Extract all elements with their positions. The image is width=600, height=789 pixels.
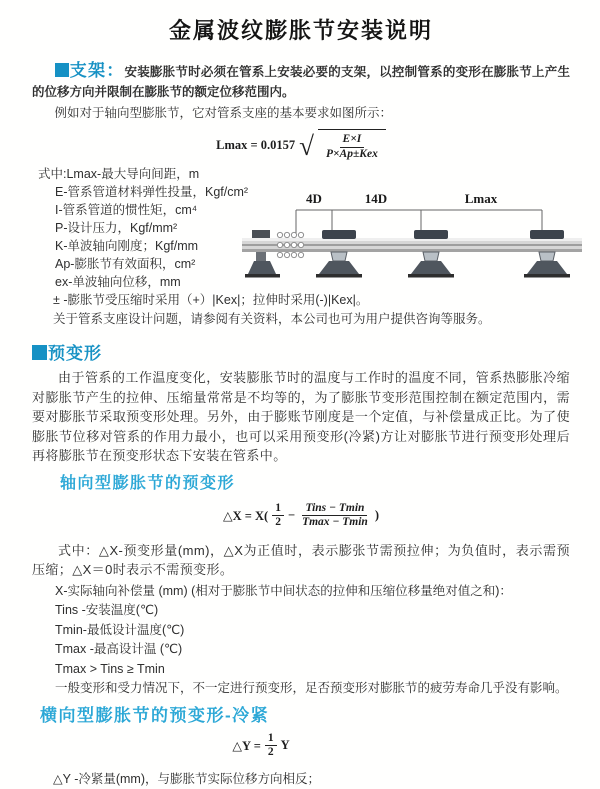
consult-note: 关于管系支座设计问题，请参阅有关资料，本公司也可为用户提供咨询等服务。 (53, 312, 491, 326)
coldtight-note: △Y -冷紧量(mm)，与膨胀节实际位移方向相反； (53, 771, 321, 786)
guide-support (524, 230, 570, 278)
lateral-predeform-formula (0, 730, 530, 762)
plusminus-note: ± -膨胀节受压缩时采用（+）|Kex|；拉伸时采用(-)|Kex|。 (53, 293, 369, 307)
predeform-paragraph: 由于管系的工作温度变化，安装膨胀节时的温度与工作时的温度不同，管系热膨胀冷缩对膨胀节产生的拉伸、压缩量常常是不均等的，为了膨胀节变形范围控制在额定范围内，需要对膨胀节采取预变形处理。另外，由于膨账节刚度是一个定值，与补偿量成正比。为了使膨胀节位移对管系的作用力最小，也可以采用预变形(冷紧)方让对膨胀节进行预变形处理后再将膨胀节在预变形状态下安装在管系中。 (32, 370, 570, 463)
definition-line: Tins -安装温度(℃) (55, 603, 159, 617)
predeform-section-header (32, 339, 570, 364)
variable-line: K-单波轴向刚度；Kgf/mm (55, 239, 199, 253)
definition-line: X-实际轴向补偿量 (mm) (相对于膨胀节中间状态的拉伸和压缩位移量绝对值之和)： (55, 583, 512, 598)
support-example-line: 例如对于轴向型膨胀节，它对管系支座的基本要求如图所示： (54, 106, 393, 120)
axial-predeform-formula (32, 497, 570, 535)
pipe-support-diagram (242, 188, 594, 290)
half-fraction (265, 732, 277, 759)
definition-line: Tmax > Tins ≥ Tmin (55, 661, 165, 676)
close-paren: ) (374, 508, 379, 522)
guide-support (408, 230, 454, 278)
page-title: 金属波纹膨胀节安装说明 (168, 18, 433, 43)
section-marker-icon (32, 345, 47, 360)
anchor-support (245, 230, 280, 278)
radicand (318, 129, 386, 160)
formula-rhs: Y (280, 738, 290, 752)
support-section-header: 支架： (69, 61, 125, 80)
support-intro-paragraph (32, 61, 570, 102)
fraction-denominator: P×Ap±Kex (325, 147, 378, 160)
variable-line: I-管系管道的惯性矩，cm⁴ (55, 203, 198, 217)
lmax-formula (32, 127, 570, 163)
axial-explain-paragraph: 式中：△X-预变形量(mm)，△X为正值时，表示膨张节需预拉伸；为负值时，表示需预压缩；△X＝0时表示不需预变形。 (32, 542, 570, 577)
section-marker-icon (55, 63, 69, 77)
variable-line: Ap-膨胀节有效面积，cm² (55, 257, 196, 271)
formula-fraction (323, 133, 381, 160)
guide-support (316, 230, 362, 278)
axial-predeform-subtitle: 轴向型膨胀节的预变形 (60, 474, 236, 492)
definition-line: Tmax -最高设计温 (℃) (55, 642, 183, 656)
fraction-denominator: 2 (267, 746, 274, 758)
fraction-denominator: 2 (275, 516, 281, 528)
fraction-denominator: Tmax − Tmin (302, 516, 368, 528)
pipe-support-diagram-svg (242, 188, 594, 290)
lateral-predeform-subtitle: 横向型膨胀节的预变形-冷紧 (40, 705, 270, 725)
variable-line: E-管系管道材料弹性投量，Kgf/cm² (55, 185, 249, 199)
formula-lhs: Lmax = 0.0157 (216, 137, 296, 152)
dim-label-14d: 14D (364, 191, 388, 206)
definition-line: 一般变形和受力情况下，不一定进行预变形，足否预变形对膨胀节的疲劳寿命几乎没有影响。 (55, 681, 568, 695)
dim-label-lmax: Lmax (464, 191, 498, 206)
variable-line: 式中:Lmax-最大导向间距，m (38, 167, 200, 181)
definition-line: Tmin-最低设计温度(℃) (55, 622, 185, 637)
fraction-numerator: 1 (272, 502, 284, 516)
half-fraction (272, 502, 284, 529)
fraction-numerator: 1 (265, 732, 277, 746)
formula-lhs: △X = X( (223, 508, 269, 523)
axial-definition-lines (32, 582, 570, 699)
predeform-header-label: 预变形 (48, 344, 102, 363)
minus-sign: − (287, 508, 296, 522)
formula-lhs: △Y = (232, 738, 261, 753)
temperature-fraction (299, 502, 371, 529)
fraction-numerator: E×I (340, 133, 365, 147)
fraction-numerator: Tins − Tmin (302, 502, 367, 516)
variable-line: P-设计压力，Kgf/mm² (55, 221, 178, 235)
variable-line: ex-单波轴向位移，mm (55, 275, 181, 289)
support-intro-text: 安装膨胀节时必须在管系上安装必要的支架，以控制管系的变形在膨胀节上产生的位移方向并限制在膨胀节的额定位移范围内。 (32, 65, 570, 99)
radical-sign: √ (299, 130, 314, 161)
dim-label-4d: 4D (306, 191, 322, 206)
